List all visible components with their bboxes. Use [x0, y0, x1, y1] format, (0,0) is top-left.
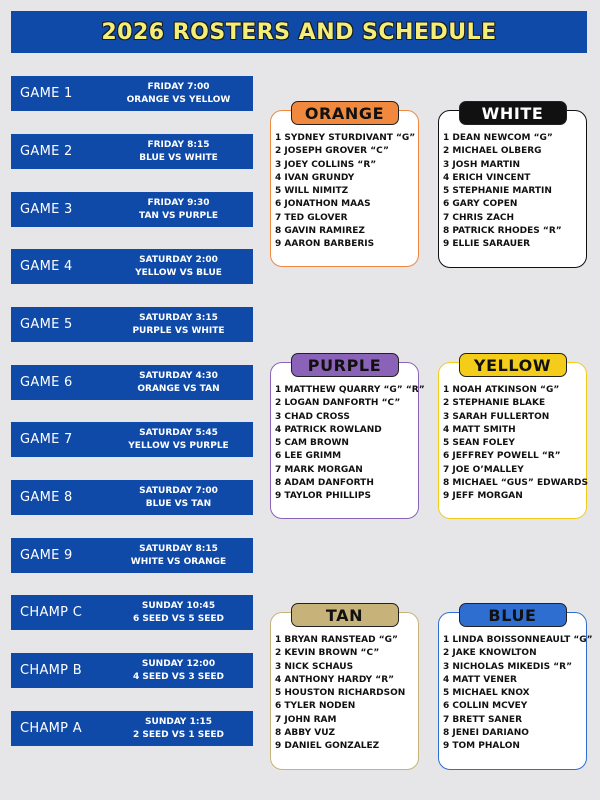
- game-info: [108, 600, 253, 626]
- game-info: [108, 139, 253, 165]
- player-item: 3 SARAH FULLERTON: [443, 411, 550, 422]
- game-time: SATURDAY 7:00: [139, 485, 218, 496]
- player-item: 5 STEPHANIE MARTIN: [443, 186, 552, 197]
- game-matchup: TAN VS PURPLE: [139, 210, 218, 221]
- team-badge: PURPLE: [291, 353, 399, 377]
- game-time: SATURDAY 3:15: [139, 312, 218, 323]
- player-item: 2 STEPHANIE BLAKE: [443, 398, 546, 409]
- player-item: 8 ADAM DANFORTH: [275, 478, 374, 489]
- player-item: 8 GAVIN RAMIREZ: [275, 226, 365, 237]
- player-item: 5 SEAN FOLEY: [443, 438, 515, 449]
- game-matchup: 2 SEED VS 1 SEED: [132, 729, 224, 740]
- player-item: 5 MICHAEL KNOX: [443, 688, 530, 699]
- game-matchup: YELLOW VS BLUE: [135, 267, 222, 278]
- player-item: 7 JOE O’MALLEY: [443, 464, 524, 475]
- game-matchup: PURPLE VS WHITE: [132, 325, 225, 336]
- player-item: 2 KEVIN BROWN “C”: [275, 648, 380, 659]
- player-item: 9 ELLIE SARAUER: [443, 239, 531, 250]
- roster-card-blue: [438, 605, 593, 770]
- player-item: 3 NICHOLAS MIKEDIS “R”: [443, 661, 573, 672]
- game-time: SATURDAY 4:30: [139, 370, 218, 381]
- game-label: GAME 3: [20, 202, 73, 217]
- player-item: 8 PATRICK RHODES “R”: [443, 226, 562, 237]
- game-info: [108, 543, 253, 569]
- player-list: [275, 132, 416, 252]
- player-item: 9 JEFF MORGAN: [443, 491, 523, 502]
- player-item: 6 GARY COPEN: [443, 199, 518, 210]
- player-item: 2 LOGAN DANFORTH “C”: [275, 398, 401, 409]
- player-item: 7 BRETT SANER: [443, 714, 523, 725]
- player-item: 2 JAKE KNOWLTON: [443, 648, 537, 659]
- roster-card-orange: [270, 103, 419, 267]
- game-bar: [11, 134, 253, 169]
- game-label: CHAMP C: [20, 605, 83, 620]
- player-item: 3 JOEY COLLINS “R”: [275, 159, 377, 170]
- title-banner: [11, 11, 587, 53]
- game-info: [108, 81, 253, 107]
- roster-card-tan: [270, 605, 419, 770]
- game-bar: [11, 711, 253, 746]
- player-item: 3 NICK SCHAUS: [275, 661, 354, 672]
- game-info: [108, 370, 253, 396]
- game-label: CHAMP A: [20, 721, 82, 736]
- player-item: 7 MARK MORGAN: [275, 464, 363, 475]
- game-label: GAME 4: [20, 259, 73, 274]
- game-label: GAME 7: [20, 432, 73, 447]
- game-bar: [11, 307, 253, 342]
- player-item: 7 CHRIS ZACH: [443, 212, 515, 223]
- player-item: 9 TOM PHALON: [443, 741, 520, 752]
- player-item: 3 JOSH MARTIN: [443, 159, 521, 170]
- game-time: SATURDAY 8:15: [139, 543, 218, 554]
- game-matchup: ORANGE VS TAN: [137, 383, 220, 394]
- team-badge: TAN: [291, 603, 399, 627]
- player-item: 8 MICHAEL “GUS” EDWARDS: [443, 478, 588, 489]
- game-label: CHAMP B: [20, 663, 82, 678]
- game-matchup: BLUE VS WHITE: [139, 152, 218, 163]
- player-item: 2 JOSEPH GROVER “C”: [275, 146, 389, 157]
- player-item: 9 DANIEL GONZALEZ: [275, 741, 380, 752]
- game-bar: [11, 192, 253, 227]
- roster-card-purple: [270, 355, 425, 519]
- player-item: 6 JEFFREY POWELL “R”: [443, 451, 561, 462]
- player-item: 5 CAM BROWN: [275, 438, 349, 449]
- game-matchup: BLUE VS TAN: [145, 498, 212, 509]
- game-bar: [11, 249, 253, 284]
- roster-card-white: [438, 103, 587, 268]
- player-item: 7 JOHN RAM: [275, 714, 337, 725]
- player-item: 4 PATRICK ROWLAND: [275, 424, 382, 435]
- player-list: [443, 132, 584, 252]
- game-time: SUNDAY 10:45: [141, 600, 216, 611]
- player-item: 9 TAYLOR PHILLIPS: [275, 491, 371, 502]
- game-time: SATURDAY 5:45: [139, 427, 218, 438]
- player-list: [443, 384, 588, 504]
- game-bar: [11, 480, 253, 515]
- game-time: FRIDAY 7:00: [147, 81, 210, 92]
- team-badge: BLUE: [459, 603, 567, 627]
- player-item: 1 BRYAN RANSTEAD “G”: [275, 635, 398, 645]
- game-label: GAME 2: [20, 144, 73, 159]
- player-item: 4 MATT VENER: [443, 674, 517, 685]
- player-item: 5 HOUSTON RICHARDSON: [275, 688, 406, 699]
- game-info: [108, 485, 253, 511]
- game-bar: [11, 595, 253, 630]
- player-item: 1 SYDNEY STURDIVANT “G”: [275, 133, 416, 143]
- player-item: 8 JENEI DARIANO: [443, 728, 529, 739]
- player-item: 4 IVAN GRUNDY: [275, 172, 355, 183]
- game-info: [108, 254, 253, 280]
- player-item: 2 MICHAEL OLBERG: [443, 146, 542, 157]
- player-item: 6 TYLER NODEN: [275, 701, 356, 712]
- game-label: GAME 8: [20, 490, 73, 505]
- game-matchup: 6 SEED VS 5 SEED: [132, 613, 224, 624]
- player-item: 4 ERICH VINCENT: [443, 172, 531, 183]
- game-time: FRIDAY 9:30: [147, 197, 210, 208]
- game-info: [108, 197, 253, 223]
- team-badge: YELLOW: [459, 353, 567, 377]
- player-list: [275, 634, 416, 754]
- team-badge: ORANGE: [291, 101, 399, 125]
- game-info: [108, 427, 253, 453]
- player-item: 6 LEE GRIMM: [275, 451, 342, 462]
- game-matchup: ORANGE VS YELLOW: [126, 94, 231, 105]
- player-list: [443, 634, 593, 754]
- game-time: FRIDAY 8:15: [147, 139, 210, 150]
- game-label: GAME 6: [20, 375, 73, 390]
- game-bar: [11, 422, 253, 457]
- game-time: SUNDAY 1:15: [145, 716, 212, 727]
- player-item: 6 JONATHON MAAS: [275, 199, 371, 210]
- player-item: 4 ANTHONY HARDY “R”: [275, 674, 395, 685]
- game-info: [108, 312, 253, 338]
- page-title: 2026 ROSTERS AND SCHEDULE: [101, 19, 497, 45]
- player-item: 4 MATT SMITH: [443, 424, 516, 435]
- game-matchup: 4 SEED VS 3 SEED: [132, 671, 224, 682]
- game-matchup: WHITE VS ORANGE: [130, 556, 227, 567]
- game-info: [108, 658, 253, 684]
- player-item: 9 AARON BARBERIS: [275, 239, 375, 250]
- game-label: GAME 5: [20, 317, 73, 332]
- player-list: [275, 384, 425, 504]
- game-bar: [11, 538, 253, 573]
- player-item: 3 CHAD CROSS: [275, 411, 350, 422]
- game-bar: [11, 365, 253, 400]
- roster-card-yellow: [438, 355, 588, 519]
- game-time: SATURDAY 2:00: [139, 254, 218, 265]
- game-info: [108, 716, 253, 742]
- player-item: 1 LINDA BOISSONNEAULT “G”: [443, 635, 593, 645]
- game-bar: [11, 653, 253, 688]
- player-item: 1 MATTHEW QUARRY “G” “R”: [275, 385, 425, 395]
- player-item: 5 WILL NIMITZ: [275, 186, 349, 197]
- player-item: 7 TED GLOVER: [275, 212, 348, 223]
- player-item: 8 ABBY VUZ: [275, 728, 336, 739]
- player-item: 1 DEAN NEWCOM “G”: [443, 133, 553, 143]
- team-badge: WHITE: [459, 101, 567, 125]
- game-time: SUNDAY 12:00: [141, 658, 216, 669]
- player-item: 6 COLLIN MCVEY: [443, 701, 528, 712]
- game-label: GAME 9: [20, 548, 73, 563]
- game-matchup: YELLOW VS PURPLE: [128, 440, 229, 451]
- player-item: 1 NOAH ATKINSON “G”: [443, 385, 560, 395]
- game-label: GAME 1: [20, 86, 73, 101]
- game-bar: [11, 76, 253, 111]
